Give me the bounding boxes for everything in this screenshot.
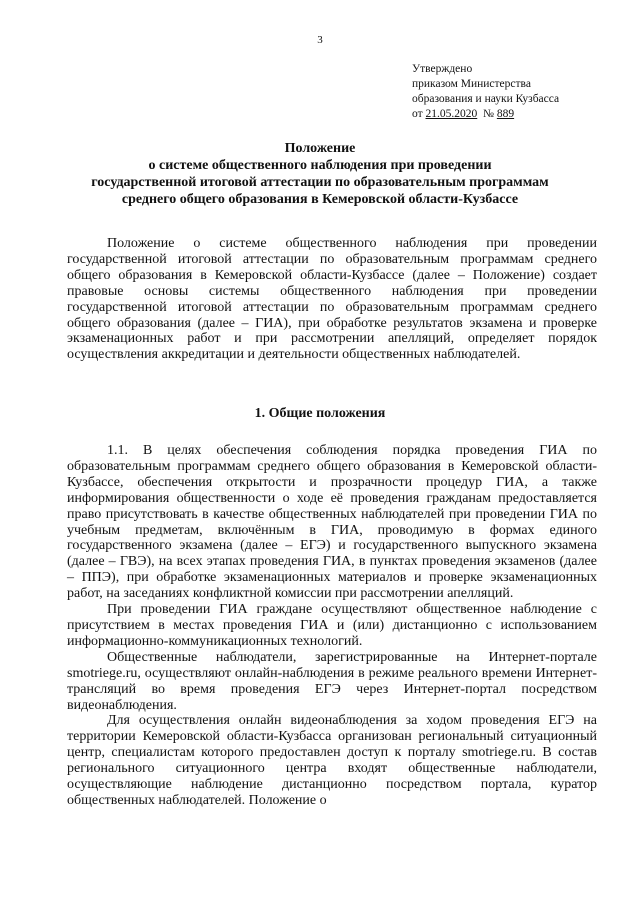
approval-line-4: [412, 107, 622, 122]
paragraph-3: Общественные наблюдатели, зарегистрированные на Интернет-портале smotriege.ru, осуществляют онлайн-наблюдения в режиме реального времени Интернет-трансляций во время проведения ЕГЭ через Интернет-портал посредством видеонаблюдения.: [67, 649, 597, 713]
section-1-heading: 1. Общие положения: [254, 406, 386, 421]
approval-number-sign: №: [483, 108, 494, 120]
approval-line-2: приказом Министерства: [412, 78, 531, 90]
intro-section: [67, 236, 597, 363]
title-line-4: среднего общего образования в Кемеровской области-Кузбассе: [121, 192, 519, 207]
paragraph-4: Для осуществления онлайн видеонаблюдения за ходом проведения ЕГЭ на территории Кемеровской области-Кузбасса организован региональный ситуационный центр, специалистам которого предоставлен доступ к порталу smotriege.ru. В состав регионального ситуационного центра входят общественные наблюдатели, осуществляющие наблюдение дистанционно посредством портала, куратор общественных наблюдателей. Положение о: [67, 713, 597, 808]
approval-line-3: образования и науки Кузбасса: [412, 93, 560, 105]
approval-stamp: [412, 62, 622, 122]
approval-date: 21.05.2020: [425, 108, 478, 120]
document-title: [40, 140, 600, 208]
approval-prefix: от: [412, 108, 423, 120]
approval-line-1: Утверждено: [412, 63, 473, 75]
title-line-1: Положение: [284, 141, 356, 156]
title-line-2: о системе общественного наблюдения при проведении: [148, 158, 492, 173]
approval-number: 889: [496, 108, 515, 120]
section-1-body: [67, 443, 597, 809]
page-number: 3: [317, 34, 323, 46]
intro-paragraph: Положение о системе общественного наблюдения при проведении государственной итоговой аттестации по образовательным программам среднего общего образования в Кемеровской области-Кузбассе (далее – Положение) создает правовые основы системы общественного наблюдения при проведении государственной итоговой аттестации по образовательным программам среднего общего образования (далее – ГИА), при обработке результатов экзамена и проверке экзаменационных работ и при рассмотрении апелляций, определяет порядок осуществления аккредитации и деятельности общественных наблюдателей.: [67, 236, 597, 363]
paragraph-2: При проведении ГИА граждане осуществляют общественное наблюдение с присутствием в местах проведения ГИА и (или) дистанционно с использованием информационно-коммуникационных технологий.: [67, 602, 597, 649]
paragraph-1-1: 1.1. В целях обеспечения соблюдения порядка проведения ГИА по образовательным программам среднего общего образования в Кемеровской области-Кузбассе, обеспечения открытости и прозрачности процедур ГИА, а также информирования общественности о ходе её проведения гражданам предоставляется право присутствовать в качестве общественных наблюдателей при проведении ГИА по учебным предметам, включённым в ГИА, проводимую в формах единого государственного экзамена (далее – ЕГЭ) и государственного выпускного экзамена (далее – ГВЭ), на всех этапах проведения ГИА, в пунктах проведения экзаменов (далее – ППЭ), при обработке экзаменационных материалов и проверке экзаменационных работ, на заседаниях конфликтной комиссии при рассмотрении апелляций.: [67, 443, 597, 602]
title-line-3: государственной итоговой аттестации по образовательным программам: [91, 175, 549, 190]
